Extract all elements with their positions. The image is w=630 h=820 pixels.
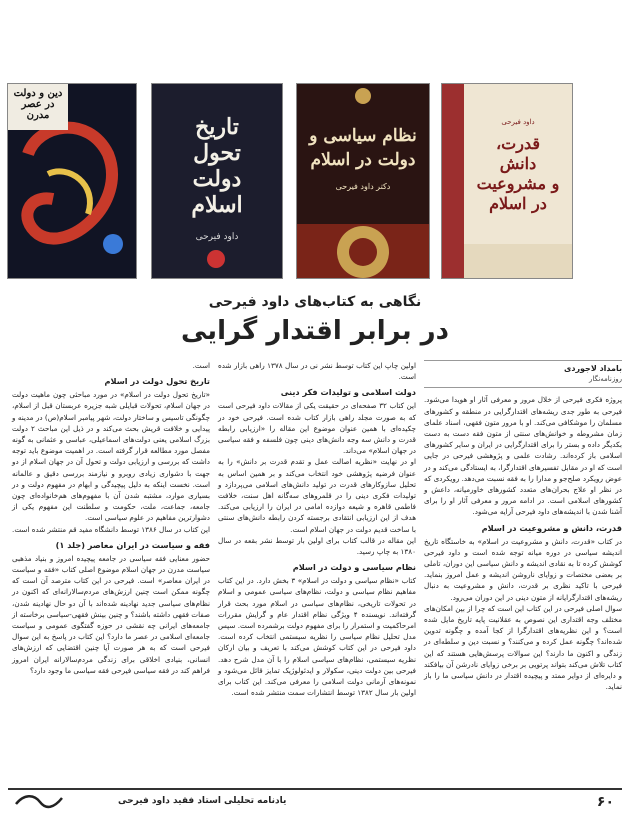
book-cover-nezam-siasi: [297, 84, 429, 278]
body-paragraph: این کتاب در سال ۱۳۸۶ توسط دانشگاه مفید قم منتشر شده است.: [12, 524, 210, 534]
article-title: در برابر اقتدار گرایی: [181, 316, 449, 346]
body-paragraph: حضور معنایی فقه سیاسی در جامعه پیچیده امروز و بنیاد مذهبی سیاست مدرن در جهان اسلام موضوع اصلی کتاب «فقه و سیاست در ایران معاصر» است. فیرحی در این کتاب مترصد آن است که چگونه ممکن است چنین ارزش‌های مردم‌سالارانه‌ای که اکنون در نظام‌های سیاسی جدید نهادینه شده‌اند با آن دو حال نهادینه شدن، صفات فقهی داشته باشند؟ و چنین بینش فقهی-سیاسی برخاسته از جامعه‌های ایرانی چه نقشی در حوزه گفتگوی عمومی و سیاست جامعه‌ای اسلامی در عصر ما دارد؟ این کتاب در پاسخ به این سوال فیرحی است که به هر صورت آیا چنین اقتضایی که ارزش‌های انسانی، بنیادی اخلاقی برای زندگی مردم‌سالارانه ایران امروز فراهم کند در فقه سیاسی فیرحی فقه سیاسی ما وجود دارد؟: [12, 553, 210, 675]
byline: [424, 360, 622, 388]
book-title-line: دولت: [192, 166, 242, 192]
book-cover-tarikh-tahavol: [152, 84, 282, 278]
book-author: داود فیرحی: [195, 232, 239, 242]
body-paragraph: «تاریخ تحول دولت در اسلام» در مورد مباحثی چون ماهیت دولت در جهان اسلام، تحولات قبایلی شبه جزیره عربستان قبل از اسلام، چگونگی تاسیس و ساختار دولت، شهر پیامبر اسلام(ص) در مدینه و پیدایی و خلافت قریش بحث می‌کند و در ذیل این مباحث ۲ دولت بزرگ اسلامی یعنی دولت‌های اسماعیلی، عباسی و عثمانی به گونه مفصل مورد مطالعه قرار گرفته است. در اهمیت موضوع باید توجه داشت که بررسی و ارزیابی دولت و تحول آن در جهان اسلام از دو جهت با دشواری زیادی روبرو و نیازمند بررسی دقیق و عالمانه است. نخست اینکه به دلیل پیچیدگی و ابهام در مفهوم دولت و در بسیاری موارد، مشتبه شدن آن با مفهوم‌های هم‌خانواده‌ای چون جامعه، جماعت، ملت، حکومت و سلطنت این مفهوم یکی از دشوارترین مفاهیم در علوم سیاسی است.: [12, 390, 210, 523]
page-number: ۶۰: [596, 794, 614, 810]
author-role: روزنامه‌نگار: [588, 375, 622, 384]
section-heading: تاریخ تحول دولت در اسلام: [104, 376, 210, 387]
article-kicker: نگاهی به کتاب‌های داود فیرحی: [208, 294, 422, 310]
book-author: داود فیرحی: [501, 118, 535, 126]
body-paragraph: است.: [192, 361, 210, 370]
book-author: دکتر داود فیرحی: [335, 182, 391, 191]
magazine-logo-icon: [14, 792, 64, 810]
book-cover-din-va-dolat: [8, 84, 136, 278]
body-paragraph: او در نهایت «نظریه اصالت عمل و تقدم قدرت بر دانش» را به عنوان فرضیه پژوهشی خود انتخاب می‌کند و بر همین اساس به تحلیل سازوکارهای قدرت در تولید دانش‌های اسلامی می‌پردازد و تولیدات فکری دینی را در قلمروهای سه‌گانه اهل سنت، خلافت فاطمی قاهره و شیعه دوازده امامی در ایران را ارزیابی می‌کند. هدف از این ارزیابی انتقادی برجسته کردن رابطه دانش‌های سنتی با ساخت قدیم دولت در جهان اسلام است.: [218, 457, 416, 534]
section-heading: قدرت، دانش و مشروعیت در اسلام: [481, 522, 622, 533]
body-paragraph: در کتاب «قدرت، دانش و مشروعیت در اسلام» به خاستگاه تاریخ اندیشه سیاسی در دوره میانه توجه شده است و داود فیرحی کوشش کرده تا به نقادی اندیشه و دانش سیاسی این دوران، تاملی بر بعضی مختصات و زوایای ناروشن اندیشه و عمل امروز بنماید. فیرحی با تاکید نظری بر قدرت، دانش و مشروعیت به دنبال ریشه‌های اقتدارگرایانه از متون دینی در این دوران می‌رود.: [424, 536, 622, 602]
book-title-line: نظام سیاسی و: [309, 126, 417, 146]
author-name: بامداد لاجوردی: [564, 364, 622, 373]
body-paragraph: این کتاب ۳۲ صفحه‌ای در حقیقت یکی از مقالات داود فیرحی است که به صورت مجلد راهی بازار کتاب شده است. فیرحی خود در چکیده‌ای با همین عنوان موضوع این مقاله را «ارزیابی رابطه قدرت و دانش سه وجه دانش‌های دینی چون فلسفه و فقه سیاسی در جهان اسلام» می‌داند.: [218, 401, 417, 456]
book-title-line: اسلام: [191, 192, 243, 218]
book-cover-ghodrat-danesh: [442, 84, 572, 278]
section-heading: نظام سیاسی و دولت در اسلام: [292, 562, 416, 573]
book-title-line: تاریخ: [195, 114, 239, 140]
book-title-line: قدرت،: [496, 134, 540, 153]
section-heading: فقه و سیاست در ایران معاصر (جلد ۱): [55, 539, 210, 550]
publisher-logo-icon: [207, 250, 225, 268]
book-title-line: در اسلام: [489, 194, 547, 213]
footer-title: یادنامه تحلیلی استاد فقید داود فیرحی: [118, 796, 287, 806]
column-right: [424, 360, 622, 692]
column-left: [12, 360, 210, 676]
book-title-line: و مشروعیت: [476, 174, 560, 193]
book-title-line: تحول: [193, 140, 241, 166]
book-title-line: دین و دولت: [13, 88, 63, 99]
body-paragraph: سوال اصلی فیرحی در این کتاب این است که چرا از بین امکان‌های مختلف وجه اقتداری این نصوص به عقلانیت پایه تاریخ مایل شده است؟ و این نظریه‌های اقتدارگرا از کجا آمده و چگونه تدوین شده‌اند؟ چگونه عمل کرده و می‌کنند؟ و نسبت دین و سلطه‌ای در زندگی و اکنون ما دارند؟ این سوالات پرسش‌هایی هستند که این کتاب تلاش می‌کند بتواند پرتویی بر برخی زوایای نادرشن آن بیافکند و دایره‌ای از دوایر ممتد و پیچیده اقتدار در دانش سیاسی ما را باز نماید.: [424, 603, 622, 692]
intro-paragraph: پروژه فکری فیرحی از خلال مرور و معرفی آثار او هویدا می‌شود. فیرحی به طور جدی ریشه‌های اقتدارگرایی در منطقه و کشورهای مسلمان را موشکافی می‌کند. او با مرور متون فقهی، اسناد علمای زمان مشروطه و خوانش‌های سنتی از متون فقه دست به دست بکدیگر داده و بستر را برای اقتدارگرایی در ایران و سایر کشورهای اسلامی باز کرده‌اند. رشادت علمی و پژوهشی فیرحی در جایی است که او در مقابل تفسیرهای اقتدارگرا، به ایستادگی می‌کند و در عوض رویکرد صلح‌جو و مدارا را به فقه نسبت می‌دهد. رویکردی که در نظر او علاج بحران‌های متعدد کشورهای خاورمیانه، داعش و کشورهای اسلامی است. در ادامه مرور و معرفی آثار او را برای آشنا شدن با اندیشه‌های داود فیرحی آرایه می‌شود.: [424, 395, 622, 517]
book-cover-art: [297, 84, 429, 278]
body-paragraph: کتاب «نظام سیاسی و دولت در اسلام» ۳ بخش دارد. در این کتاب مفاهیم نظام سیاسی و دولت، نظام‌های سیاسی عمومی و اسلام در تحولات تاریخی، نظام‌های سیاسی در اسلام مورد بحث قرار گرفته‌اند. نویسنده ۴ ویژگی نظام اقتدار عام و گرایش مقررات امرحاکمیت و استمرار را برای مفهوم دولت برشمرده است. سپس مدل تحلیل نظام سیاسی را نظریه سیستمی انتخاب کرده است. داود فیرحی در این کتاب کوشش می‌کند با تعریف و بیان ارکان نظریه سیستمی، نظام‌های سیاسی اسلام را با آن مدل شرح دهد. فیرحی بین دولت دینی، سکولار و ایدئولوژیک تمایز قائل می‌شود و نمونه‌های آرمانی دولت اسلامی را معرفی می‌کند. این کتاب برای اولین بار سال ۱۳۸۲ توسط انتشارات سمت منتشر شده است.: [218, 576, 416, 698]
book-title-line: در عصر مدرن: [21, 99, 55, 121]
page-footer: [8, 788, 622, 812]
body-paragraph: این مقاله در قالب کتاب برای اولین بار توسط نشر بقعه در سال ۱۳۸۰ به چاپ رسید.: [218, 535, 416, 557]
body-paragraph: اولین چاپ این کتاب توسط نشر نی در سال ۱۳۷۸ راهی بازار شده است.: [218, 361, 416, 382]
book-title-line: دولت در اسلام: [310, 150, 416, 170]
column-middle: [218, 360, 416, 698]
book-title-line: دانش: [499, 154, 537, 173]
section-heading: دولت اسلامی و تولیدات فکر دینی: [280, 387, 416, 398]
book-covers-row: [8, 84, 620, 280]
